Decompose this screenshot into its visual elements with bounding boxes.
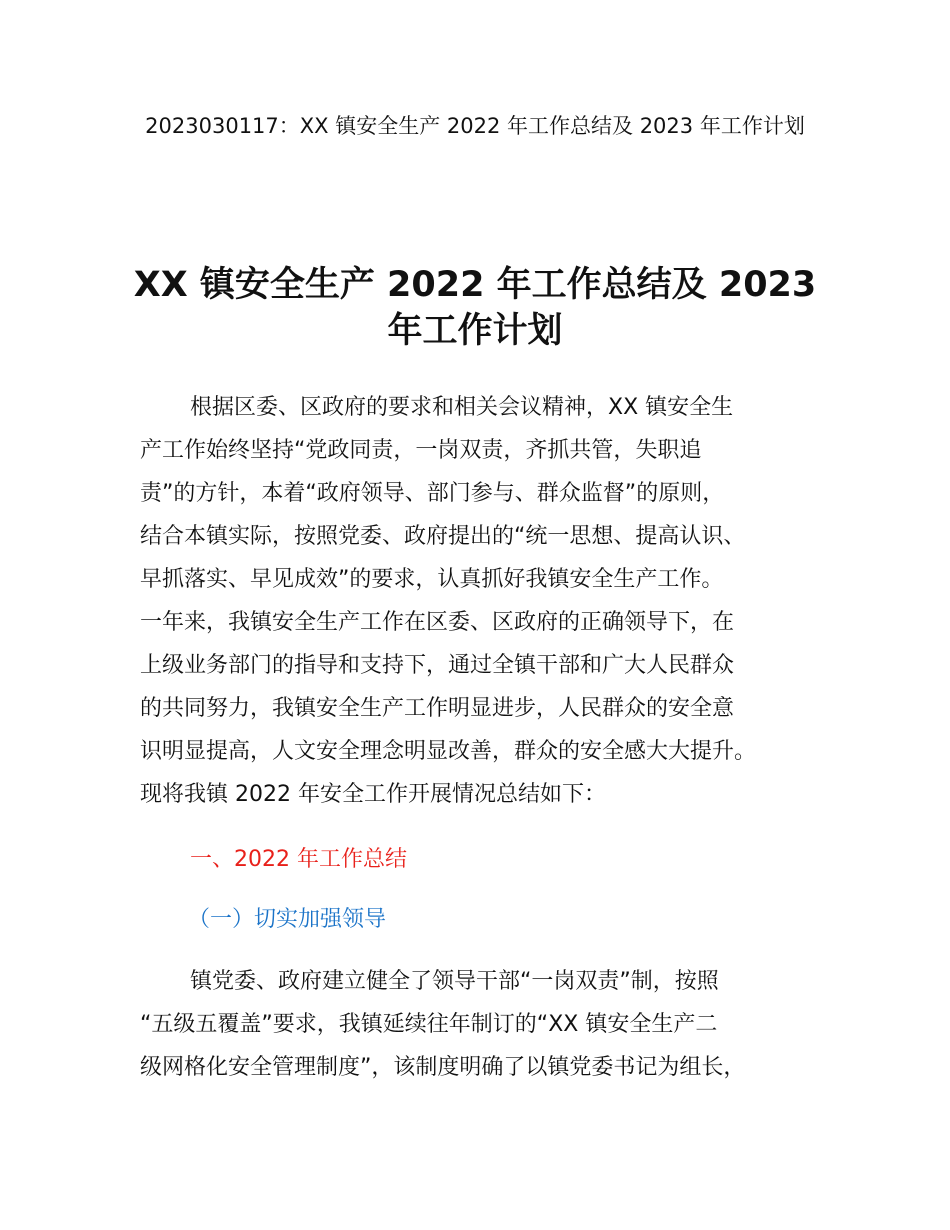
paragraph-line: 一年来，我镇安全生产工作在区委、区政府的正确领导下，在 xyxy=(140,610,735,635)
paragraph-line: 的共同努力，我镇安全生产工作明显进步，人民群众的安全意 xyxy=(140,696,735,721)
document-title-line-1: XX 镇安全生产 2022 年工作总结及 2023 xyxy=(133,265,817,305)
paragraph-line: 现将我镇 2022 年安全工作开展情况总结如下： xyxy=(140,782,606,807)
paragraph-line: 产工作始终坚持“党政同责，一岗双责，齐抓共管，失职追 xyxy=(140,438,702,463)
paragraph-line: “五级五覆盖”要求，我镇延续往年制订的“XX 镇安全生产二 xyxy=(140,1012,718,1037)
paragraph-line: 级网格化安全管理制度”，该制度明确了以镇党委书记为组长， xyxy=(140,1055,746,1080)
paragraph-line: 结合本镇实际，按照党委、政府提出的“统一思想、提高认识、 xyxy=(140,524,746,549)
paragraph-line: 早抓落实、早见成效”的要求，认真抓好我镇安全生产工作。 xyxy=(140,567,724,592)
paragraph-line: 责”的方针，本着“政府领导、部门参与、群众监督”的原则， xyxy=(140,481,725,506)
leadership-paragraph xyxy=(140,960,830,1089)
file-title: 2023030117：XX 镇安全生产 2022 年工作总结及 2023 年工作计划 xyxy=(145,114,805,138)
section-heading: 一、2022 年工作总结 xyxy=(190,847,407,872)
paragraph-line: 识明显提高，人文安全理念明显改善，群众的安全感大大提升。 xyxy=(140,739,757,764)
subsection-heading: （一）切实加强领导 xyxy=(188,907,387,932)
paragraph-line: 根据区委、区政府的要求和相关会议精神，XX 镇安全生 xyxy=(190,395,734,420)
paragraph-line: 镇党委、政府建立健全了领导干部“一岗双责”制，按照 xyxy=(190,969,719,994)
intro-paragraph xyxy=(140,386,830,816)
document-title xyxy=(110,262,840,354)
paragraph-line: 上级业务部门的指导和支持下，通过全镇干部和广大人民群众 xyxy=(140,653,735,678)
document-title-line-2: 年工作计划 xyxy=(387,311,563,351)
